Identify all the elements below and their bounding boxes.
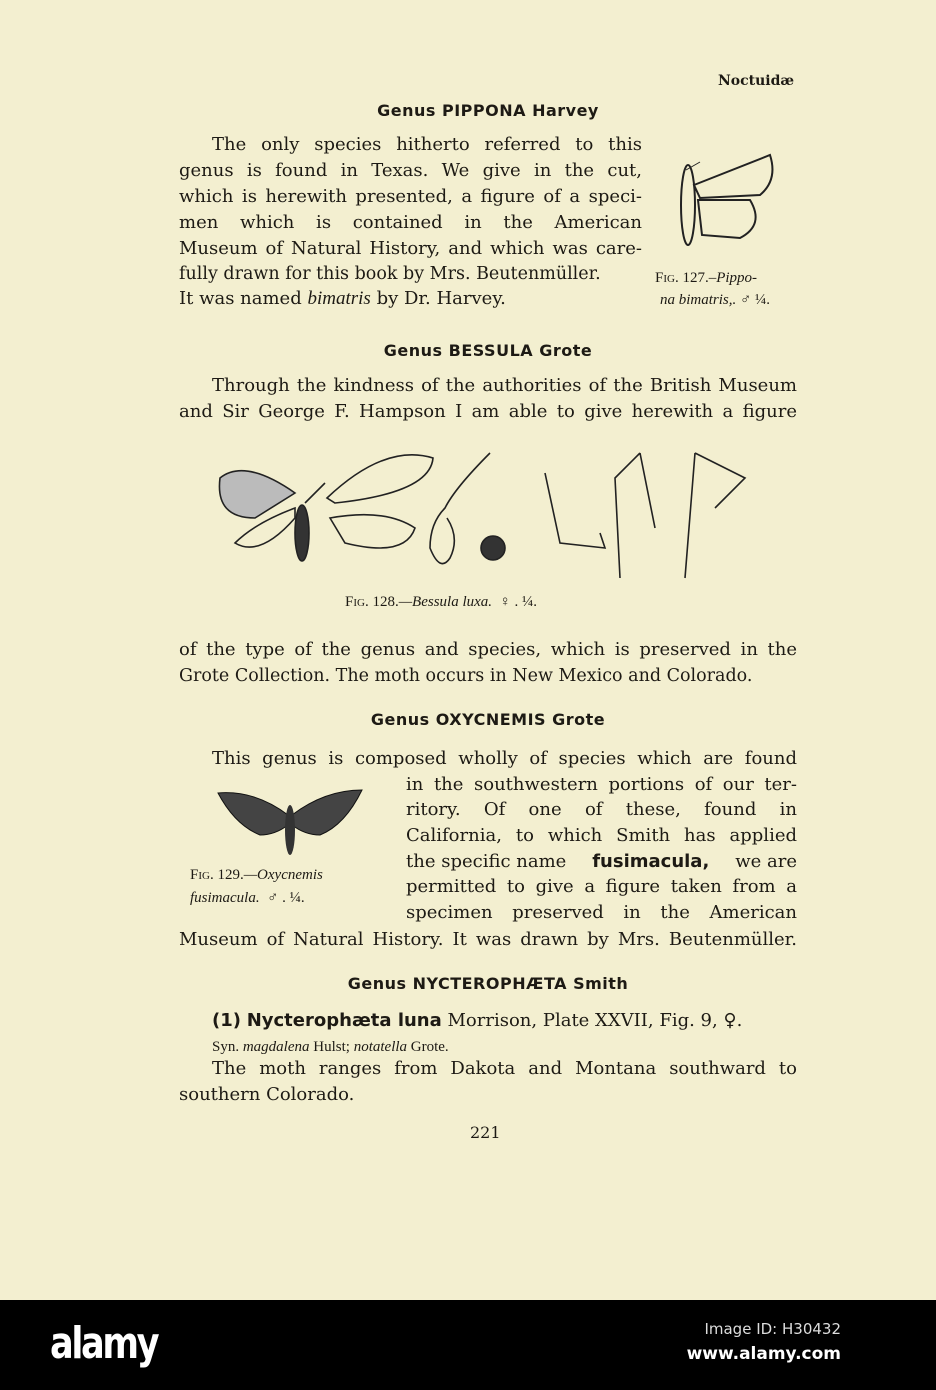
fig128-caption (345, 594, 537, 611)
text-line: genus is found in Texas. We give in the cut, (179, 160, 642, 181)
text-line: Museum of Natural History, and which was care- (179, 238, 642, 259)
text-line: specimen preserved in the American (406, 902, 797, 923)
heading-bessula: Genus BESSULA Grote (383, 341, 593, 360)
text-line: Grote Collection. The moth occurs in New Mexico and Colorado. (179, 666, 753, 686)
text-line (406, 851, 797, 873)
synonym: notatella (353, 1039, 408, 1055)
fig129-moth-illustration (215, 785, 365, 865)
text: the specific name (406, 851, 567, 872)
author: Hulst; (313, 1039, 350, 1055)
author: Grote. (410, 1039, 449, 1055)
fig-sign: ♀ . ¼. (499, 594, 538, 610)
text-line: This genus is composed wholly of species which are found (212, 748, 797, 769)
text-line: fully drawn for this book by Mrs. Beutenmüller. (179, 264, 601, 284)
text-line: Museum of Natural History. It was drawn by Mrs. Beutenmüller. (179, 929, 797, 950)
species-name: fusimacula, (592, 851, 710, 872)
synonym: magdalena (242, 1039, 310, 1055)
text-line: southern Colorado. (179, 1084, 355, 1105)
text: by Dr. Harvey. (376, 288, 506, 309)
text-line: men which is contained in the American (179, 212, 642, 233)
text-line: in the southwestern portions of our ter- (406, 774, 797, 795)
species-name: bimatris (307, 288, 371, 309)
heading-pippona: Genus PIPPONA Harvey (377, 101, 599, 120)
fig-name: na bimatris,. (660, 292, 737, 308)
running-head: Noctuidæ (718, 73, 795, 89)
fig-sign: ♂ ¼. (740, 292, 771, 308)
site-url[interactable]: www.alamy.com (686, 1344, 841, 1364)
fig129-caption-line1 (190, 867, 323, 884)
text: Syn. (212, 1039, 240, 1055)
entry-number: (1) (212, 1010, 241, 1031)
watermark-bar (0, 1300, 936, 1390)
alamy-logo: alamy (50, 1318, 158, 1369)
text-line: and Sir George F. Hampson I am able to give herewith a figure (179, 401, 797, 422)
page-number: 221 (470, 1123, 501, 1142)
fig127-moth-illustration (670, 150, 780, 265)
text: It was named (179, 288, 302, 309)
text-line: permitted to give a figure taken from a (406, 876, 797, 897)
heading-oxycnemis: Genus OXYCNEMIS Grote (370, 710, 606, 729)
fig-name: —Oxycnemis (243, 867, 323, 883)
fig-label: Fig. 127. (655, 270, 709, 286)
image-id: Image ID: H30432 (704, 1320, 841, 1338)
text-line: ritory. Of one of these, found in (406, 799, 797, 820)
text-line: of the type of the genus and species, which is preserved in the (179, 639, 797, 660)
heading-nycterophaeta: Genus NYCTEROPHÆTA Smith (347, 974, 629, 993)
text-line: The only species hitherto referred to this (212, 134, 642, 155)
entry-reference: Morrison, Plate XXVII, Fig. 9, ♀. (447, 1010, 743, 1031)
text-line: The moth ranges from Dakota and Montana southward to (212, 1058, 797, 1079)
fig127-caption-line2 (660, 292, 770, 309)
species-entry (212, 1010, 742, 1032)
fig-label: Fig. 128. (345, 594, 399, 610)
text-line (179, 288, 506, 310)
fig129-caption-line2 (190, 890, 305, 907)
fig-name: –Pippo- (708, 270, 758, 286)
text-line: Through the kindness of the authorities of the British Museum (212, 375, 797, 396)
fig-label: Fig. 129. (190, 867, 244, 883)
text-line: California, to which Smith has applied (406, 825, 797, 846)
fig-name: fusimacula. (190, 890, 260, 906)
fig127-caption-line1 (655, 270, 757, 287)
synonyms (212, 1036, 449, 1058)
fig-name: —Bessula luxa. (398, 594, 493, 610)
fig-sign: ♂ . ¼. (267, 890, 305, 906)
species-name: Nycterophæta luna (246, 1010, 442, 1031)
text: we are (735, 851, 797, 872)
text-line: which is herewith presented, a figure of a speci- (179, 186, 642, 207)
fig128-moth-and-parts-illustration (215, 448, 760, 593)
